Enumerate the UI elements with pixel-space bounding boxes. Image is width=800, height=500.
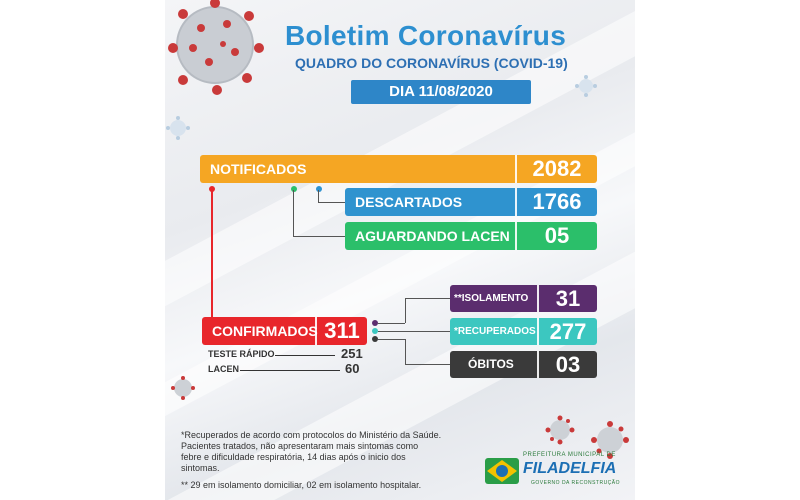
- connector-line: [405, 339, 406, 364]
- page-subtitle: QUADRO DO CORONAVÍRUS (COVID-19): [295, 55, 568, 71]
- connector-dot: [291, 186, 297, 192]
- connector-line: [293, 190, 294, 236]
- small-virus-icon: [170, 375, 196, 401]
- connector-line: [405, 298, 450, 299]
- confirmados-bar: [202, 317, 367, 345]
- aguardando-value: 05: [515, 222, 597, 250]
- logo-top-text: PREFEITURA MUNICIPAL DE: [523, 452, 616, 458]
- small-virus-icon: [545, 415, 575, 445]
- teste-rapido-label: TESTE RÁPIDO: [208, 349, 275, 359]
- lacen-label: LACEN: [208, 364, 239, 374]
- isolamento-value: 31: [537, 285, 597, 312]
- connector-line: [318, 190, 319, 202]
- recuperados-bar: [450, 318, 597, 345]
- connector-line: [211, 190, 213, 328]
- prefeitura-logo: [483, 450, 623, 492]
- connector-line: [405, 298, 406, 323]
- logo-tagline: GOVERNO DA RECONSTRUÇÃO: [531, 480, 621, 486]
- small-virus-icon: [165, 115, 191, 141]
- bulletin-poster: [165, 0, 635, 500]
- connector-line: [405, 364, 450, 365]
- note-line: febre e dificuldade respiratória, 14 dias após o inicio dos: [181, 452, 406, 462]
- note-line: ** 29 em isolamento domiciliar, 02 em isolamento hospitalar.: [181, 480, 422, 490]
- notificados-value: 2082: [515, 155, 597, 183]
- isolamento-bar: [450, 285, 597, 312]
- connector-line: [378, 339, 405, 340]
- note-line: Pacientes tratados, não apresentaram mais sintomas como: [181, 441, 419, 451]
- recuperados-label: *RECUPERADOS: [454, 326, 536, 337]
- confirmados-value: 311: [315, 317, 367, 345]
- obitos-bar: [450, 351, 597, 378]
- flag-emblem-icon: [483, 454, 521, 488]
- connector-line: [378, 331, 450, 332]
- connector-line: [378, 323, 405, 324]
- date-badge: DIA 11/08/2020: [351, 80, 531, 104]
- teste-rapido-value: 251: [341, 346, 363, 361]
- obitos-label: ÓBITOS: [468, 357, 514, 371]
- connector-line: [318, 202, 346, 203]
- descartados-bar: [345, 188, 597, 216]
- notificados-label: NOTIFICADOS: [210, 161, 307, 177]
- obitos-value: 03: [537, 351, 597, 378]
- page-title: Boletim Coronavírus: [285, 20, 567, 51]
- descartados-label: DESCARTADOS: [355, 194, 463, 210]
- connector-dot: [316, 186, 322, 192]
- confirmados-label: CONFIRMADOS: [212, 323, 318, 339]
- left-margin: [0, 0, 165, 500]
- note-line: sintomas.: [181, 463, 220, 473]
- recuperados-value: 277: [537, 318, 597, 345]
- right-margin: [635, 0, 800, 500]
- test-divider: [275, 355, 335, 356]
- logo-name: FILADELFIA: [523, 460, 617, 477]
- lacen-value: 60: [345, 361, 360, 376]
- note-line: *Recuperados de acordo com protocolos do Ministério da Saúde.: [181, 430, 442, 440]
- small-virus-icon: [575, 75, 597, 97]
- notificados-bar: [200, 155, 597, 183]
- coronavirus-illustration: [165, 0, 275, 105]
- connector-line: [293, 236, 345, 237]
- aguardando-bar: [345, 222, 597, 250]
- descartados-value: 1766: [515, 188, 597, 216]
- test-divider: [240, 370, 340, 371]
- isolamento-label: **ISOLAMENTO: [454, 293, 529, 304]
- aguardando-label: AGUARDANDO LACEN: [355, 228, 510, 244]
